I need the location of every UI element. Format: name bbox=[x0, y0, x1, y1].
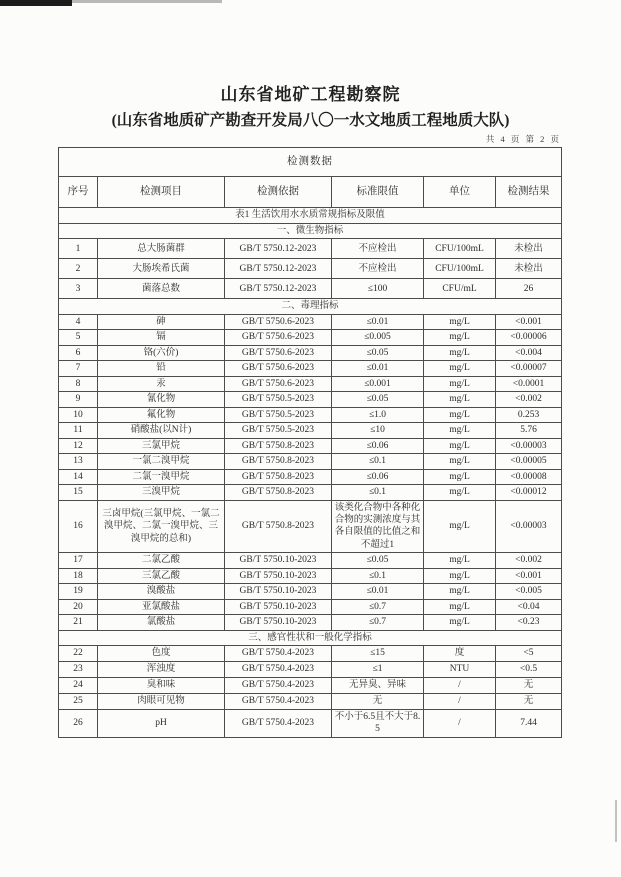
cell-result: <0.001 bbox=[496, 314, 562, 330]
cell-no: 16 bbox=[59, 500, 98, 552]
cell-item: 臭和味 bbox=[98, 677, 225, 693]
cell-result: <0.00007 bbox=[496, 361, 562, 377]
cell-limit: 无异臭、异味 bbox=[332, 677, 424, 693]
cell-limit: 不应检出 bbox=[332, 259, 424, 279]
section-title: 三、感官性状和一般化学指标 bbox=[59, 630, 562, 645]
table-row bbox=[59, 345, 562, 361]
cell-result: <0.00006 bbox=[496, 330, 562, 346]
cell-method: GB/T 5750.6-2023 bbox=[225, 330, 332, 346]
cell-item: 肉眼可见物 bbox=[98, 693, 225, 709]
cell-unit: CFU/mL bbox=[424, 279, 496, 299]
table-title-row bbox=[59, 148, 562, 177]
table-row bbox=[59, 568, 562, 584]
cell-no: 23 bbox=[59, 661, 98, 677]
cell-no: 13 bbox=[59, 454, 98, 470]
cell-limit: ≤100 bbox=[332, 279, 424, 299]
cell-result: <0.00008 bbox=[496, 469, 562, 485]
table-row bbox=[59, 500, 562, 552]
cell-method: GB/T 5750.10-2023 bbox=[225, 568, 332, 584]
cell-item: 三溴甲烷 bbox=[98, 485, 225, 501]
cell-unit: mg/L bbox=[424, 392, 496, 408]
table-row bbox=[59, 661, 562, 677]
table-row bbox=[59, 239, 562, 259]
cell-method: GB/T 5750.12-2023 bbox=[225, 279, 332, 299]
cell-method: GB/T 5750.5-2023 bbox=[225, 423, 332, 439]
table-row bbox=[59, 709, 562, 737]
cell-no: 24 bbox=[59, 677, 98, 693]
table-row bbox=[59, 693, 562, 709]
cell-limit: ≤0.7 bbox=[332, 599, 424, 615]
cell-method: GB/T 5750.8-2023 bbox=[225, 438, 332, 454]
table-row bbox=[59, 584, 562, 600]
cell-method: GB/T 5750.6-2023 bbox=[225, 361, 332, 377]
cell-result: <0.001 bbox=[496, 568, 562, 584]
cell-result: <0.002 bbox=[496, 553, 562, 569]
cell-item: 三卤甲烷(三氯甲烷、一氯二溴甲烷、二氯一溴甲烷、三溴甲烷的总和) bbox=[98, 500, 225, 552]
cell-limit: ≤0.05 bbox=[332, 392, 424, 408]
cell-method: GB/T 5750.4-2023 bbox=[225, 661, 332, 677]
cell-item: 三氯乙酸 bbox=[98, 568, 225, 584]
cell-unit: mg/L bbox=[424, 500, 496, 552]
cell-unit: 度 bbox=[424, 645, 496, 661]
cell-limit: ≤1 bbox=[332, 661, 424, 677]
table-row bbox=[59, 330, 562, 346]
cell-item: pH bbox=[98, 709, 225, 737]
scan-edge-artifact bbox=[0, 0, 72, 6]
cell-result: <0.002 bbox=[496, 392, 562, 408]
cell-unit: CFU/100mL bbox=[424, 259, 496, 279]
cell-result: 5.76 bbox=[496, 423, 562, 439]
cell-method: GB/T 5750.5-2023 bbox=[225, 392, 332, 408]
cell-result: <0.005 bbox=[496, 584, 562, 600]
cell-item: 三氯甲烷 bbox=[98, 438, 225, 454]
table-row bbox=[59, 615, 562, 631]
cell-no: 10 bbox=[59, 407, 98, 423]
table-row bbox=[59, 599, 562, 615]
cell-result: <0.23 bbox=[496, 615, 562, 631]
cell-limit: ≤0.06 bbox=[332, 438, 424, 454]
cell-method: GB/T 5750.10-2023 bbox=[225, 553, 332, 569]
cell-no: 9 bbox=[59, 392, 98, 408]
cell-limit: ≤0.1 bbox=[332, 485, 424, 501]
cell-item: 大肠埃希氏菌 bbox=[98, 259, 225, 279]
cell-unit: mg/L bbox=[424, 314, 496, 330]
page-number-info: 共 4 页 第 2 页 bbox=[485, 134, 561, 144]
cell-item: 氟化物 bbox=[98, 407, 225, 423]
cell-result: 0.253 bbox=[496, 407, 562, 423]
cell-unit: mg/L bbox=[424, 454, 496, 470]
scan-edge-artifact-light bbox=[72, 0, 222, 3]
cell-item: 色度 bbox=[98, 645, 225, 661]
cell-no: 4 bbox=[59, 314, 98, 330]
cell-unit: mg/L bbox=[424, 330, 496, 346]
table-row bbox=[59, 485, 562, 501]
cell-limit: ≤0.7 bbox=[332, 615, 424, 631]
cell-item: 硝酸盐(以N计) bbox=[98, 423, 225, 439]
cell-method: GB/T 5750.8-2023 bbox=[225, 454, 332, 470]
cell-unit: mg/L bbox=[424, 407, 496, 423]
cell-unit: mg/L bbox=[424, 615, 496, 631]
cell-no: 17 bbox=[59, 553, 98, 569]
cell-result: 26 bbox=[496, 279, 562, 299]
cell-unit: mg/L bbox=[424, 568, 496, 584]
cell-method: GB/T 5750.8-2023 bbox=[225, 485, 332, 501]
table-row bbox=[59, 423, 562, 439]
organization-name: 山东省地矿工程勘察院 bbox=[220, 85, 401, 104]
cell-limit: ≤10 bbox=[332, 423, 424, 439]
cell-no: 11 bbox=[59, 423, 98, 439]
cell-result: 未检出 bbox=[496, 239, 562, 259]
scan-right-edge-artifact bbox=[615, 800, 617, 842]
cell-unit: mg/L bbox=[424, 584, 496, 600]
table-row bbox=[59, 645, 562, 661]
cell-item: 铬(六价) bbox=[98, 345, 225, 361]
cell-no: 7 bbox=[59, 361, 98, 377]
cell-result: <0.00003 bbox=[496, 500, 562, 552]
table-row bbox=[59, 392, 562, 408]
cell-limit: ≤0.05 bbox=[332, 553, 424, 569]
cell-item: 氯酸盐 bbox=[98, 615, 225, 631]
table-row bbox=[59, 361, 562, 377]
cell-no: 5 bbox=[59, 330, 98, 346]
cell-method: GB/T 5750.8-2023 bbox=[225, 500, 332, 552]
cell-limit: ≤0.001 bbox=[332, 376, 424, 392]
cell-limit: ≤0.01 bbox=[332, 584, 424, 600]
col-header-result: 检测结果 bbox=[496, 177, 562, 208]
organization-subname: (山东省地质矿产勘查开发局八〇一水文地质工程地质大队) bbox=[111, 112, 510, 129]
cell-method: GB/T 5750.6-2023 bbox=[225, 314, 332, 330]
section-header-row bbox=[59, 299, 562, 314]
cell-unit: mg/L bbox=[424, 438, 496, 454]
col-header-unit: 单位 bbox=[424, 177, 496, 208]
cell-limit: ≤0.01 bbox=[332, 314, 424, 330]
cell-no: 8 bbox=[59, 376, 98, 392]
cell-unit: mg/L bbox=[424, 485, 496, 501]
table-row bbox=[59, 553, 562, 569]
cell-method: GB/T 5750.8-2023 bbox=[225, 469, 332, 485]
cell-method: GB/T 5750.10-2023 bbox=[225, 584, 332, 600]
cell-item: 镉 bbox=[98, 330, 225, 346]
cell-result: 7.44 bbox=[496, 709, 562, 737]
cell-no: 25 bbox=[59, 693, 98, 709]
table-row bbox=[59, 407, 562, 423]
table-row bbox=[59, 438, 562, 454]
cell-item: 二氯一溴甲烷 bbox=[98, 469, 225, 485]
cell-item: 浑浊度 bbox=[98, 661, 225, 677]
cell-unit: mg/L bbox=[424, 469, 496, 485]
document-header bbox=[0, 80, 621, 130]
col-header-limit: 标准限值 bbox=[332, 177, 424, 208]
cell-method: GB/T 5750.5-2023 bbox=[225, 407, 332, 423]
cell-method: GB/T 5750.4-2023 bbox=[225, 693, 332, 709]
cell-no: 1 bbox=[59, 239, 98, 259]
table-row bbox=[59, 259, 562, 279]
table-row bbox=[59, 279, 562, 299]
cell-item: 氰化物 bbox=[98, 392, 225, 408]
col-header-seq: 序号 bbox=[59, 177, 98, 208]
cell-limit: ≤0.1 bbox=[332, 568, 424, 584]
table-subtitle-row bbox=[59, 208, 562, 224]
cell-limit: ≤0.06 bbox=[332, 469, 424, 485]
cell-no: 18 bbox=[59, 568, 98, 584]
cell-result: <0.00012 bbox=[496, 485, 562, 501]
cell-limit: 无 bbox=[332, 693, 424, 709]
cell-no: 12 bbox=[59, 438, 98, 454]
cell-item: 汞 bbox=[98, 376, 225, 392]
table-row bbox=[59, 677, 562, 693]
table-row bbox=[59, 469, 562, 485]
test-data-table-body bbox=[59, 148, 562, 738]
table-row bbox=[59, 376, 562, 392]
cell-unit: NTU bbox=[424, 661, 496, 677]
table-subtitle: 表1 生活饮用水水质常规指标及限值 bbox=[59, 208, 562, 224]
cell-limit: 该类化合物中各种化合物的实测浓度与其各自限值的比值之和不超过1 bbox=[332, 500, 424, 552]
cell-no: 3 bbox=[59, 279, 98, 299]
cell-result: <0.04 bbox=[496, 599, 562, 615]
table-title: 检测数据 bbox=[59, 148, 562, 177]
cell-result: <0.004 bbox=[496, 345, 562, 361]
cell-no: 15 bbox=[59, 485, 98, 501]
cell-unit: mg/L bbox=[424, 423, 496, 439]
cell-result: <0.0001 bbox=[496, 376, 562, 392]
cell-no: 26 bbox=[59, 709, 98, 737]
table-row bbox=[59, 454, 562, 470]
cell-unit: mg/L bbox=[424, 345, 496, 361]
cell-limit: ≤0.005 bbox=[332, 330, 424, 346]
cell-method: GB/T 5750.6-2023 bbox=[225, 376, 332, 392]
section-header-row bbox=[59, 630, 562, 645]
section-header-row bbox=[59, 224, 562, 239]
cell-no: 14 bbox=[59, 469, 98, 485]
cell-item: 总大肠菌群 bbox=[98, 239, 225, 259]
cell-result: <0.00005 bbox=[496, 454, 562, 470]
cell-method: GB/T 5750.4-2023 bbox=[225, 677, 332, 693]
cell-method: GB/T 5750.10-2023 bbox=[225, 615, 332, 631]
cell-limit: ≤1.0 bbox=[332, 407, 424, 423]
cell-no: 21 bbox=[59, 615, 98, 631]
cell-no: 22 bbox=[59, 645, 98, 661]
cell-result: <5 bbox=[496, 645, 562, 661]
cell-unit: / bbox=[424, 693, 496, 709]
cell-item: 一氯二溴甲烷 bbox=[98, 454, 225, 470]
test-data-table bbox=[58, 147, 562, 738]
cell-item: 砷 bbox=[98, 314, 225, 330]
cell-item: 铅 bbox=[98, 361, 225, 377]
cell-limit: ≤15 bbox=[332, 645, 424, 661]
table-header-row bbox=[59, 177, 562, 208]
col-header-item: 检测项目 bbox=[98, 177, 225, 208]
col-header-method: 检测依据 bbox=[225, 177, 332, 208]
cell-method: GB/T 5750.12-2023 bbox=[225, 239, 332, 259]
cell-result: <0.5 bbox=[496, 661, 562, 677]
cell-unit: mg/L bbox=[424, 553, 496, 569]
cell-unit: mg/L bbox=[424, 599, 496, 615]
table-row bbox=[59, 314, 562, 330]
cell-unit: / bbox=[424, 709, 496, 737]
cell-method: GB/T 5750.12-2023 bbox=[225, 259, 332, 279]
cell-item: 溴酸盐 bbox=[98, 584, 225, 600]
cell-no: 20 bbox=[59, 599, 98, 615]
cell-limit: ≤0.01 bbox=[332, 361, 424, 377]
cell-result: 无 bbox=[496, 677, 562, 693]
cell-method: GB/T 5750.4-2023 bbox=[225, 709, 332, 737]
cell-result: 无 bbox=[496, 693, 562, 709]
cell-unit: mg/L bbox=[424, 376, 496, 392]
cell-unit: / bbox=[424, 677, 496, 693]
cell-no: 6 bbox=[59, 345, 98, 361]
cell-limit: 不应检出 bbox=[332, 239, 424, 259]
cell-item: 菌落总数 bbox=[98, 279, 225, 299]
cell-limit: 不小于6.5且不大于8.5 bbox=[332, 709, 424, 737]
cell-limit: ≤0.05 bbox=[332, 345, 424, 361]
cell-unit: CFU/100mL bbox=[424, 239, 496, 259]
section-title: 二、毒理指标 bbox=[59, 299, 562, 314]
cell-result: <0.00003 bbox=[496, 438, 562, 454]
section-title: 一、微生物指标 bbox=[59, 224, 562, 239]
cell-item: 亚氯酸盐 bbox=[98, 599, 225, 615]
cell-no: 19 bbox=[59, 584, 98, 600]
cell-unit: mg/L bbox=[424, 361, 496, 377]
cell-no: 2 bbox=[59, 259, 98, 279]
cell-item: 二氯乙酸 bbox=[98, 553, 225, 569]
cell-limit: ≤0.1 bbox=[332, 454, 424, 470]
cell-method: GB/T 5750.6-2023 bbox=[225, 345, 332, 361]
cell-result: 未检出 bbox=[496, 259, 562, 279]
cell-method: GB/T 5750.4-2023 bbox=[225, 645, 332, 661]
cell-method: GB/T 5750.10-2023 bbox=[225, 599, 332, 615]
